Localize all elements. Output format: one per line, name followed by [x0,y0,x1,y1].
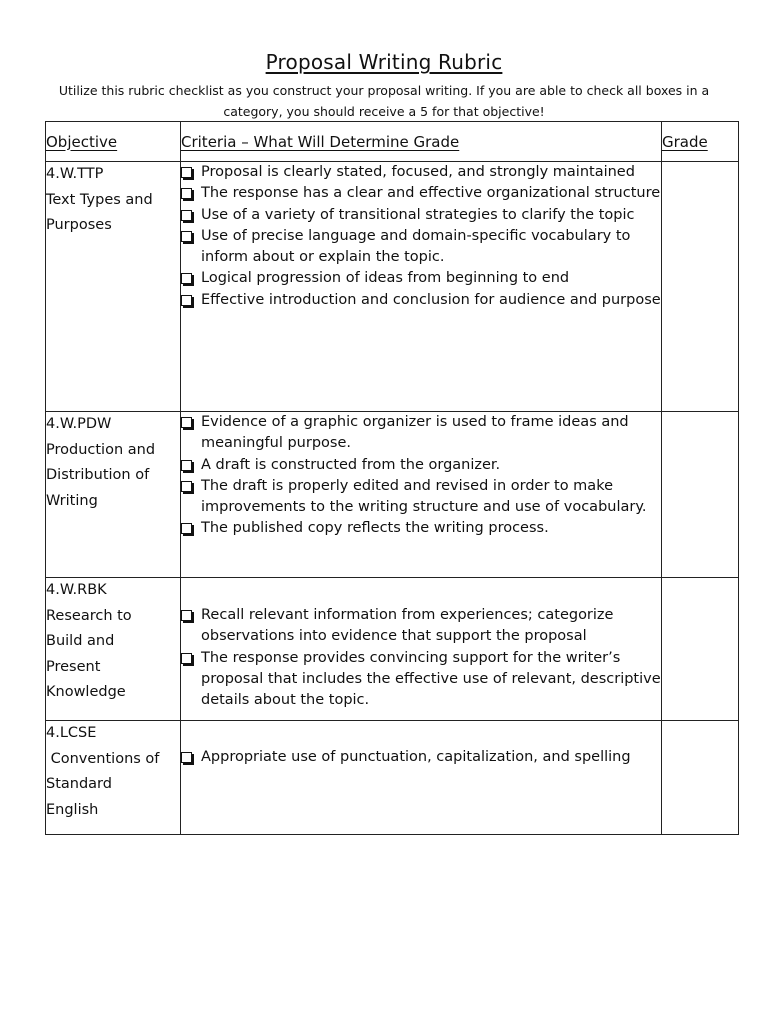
checkbox-icon[interactable] [181,210,192,221]
criteria-cell [181,162,662,412]
criteria-item[interactable] [181,205,661,226]
rubric-table [45,121,739,835]
objective-cell [46,721,181,835]
objective-label: Distribution of [46,467,150,483]
criteria-text: Use of precise language and domain-specific vocabulary to inform about or explain the topic. [201,227,631,266]
criteria-text: Appropriate use of punctuation, capitalization, and spelling [201,749,631,765]
objective-label: Writing [46,492,98,509]
header-grade: Grade [662,122,739,162]
objective-label: Present [46,658,101,675]
objective-code: 4.W.RBK [46,582,107,598]
checkbox-icon[interactable] [181,481,192,492]
criteria-text: The published copy reflects the writing process. [201,520,549,537]
grade-cell[interactable] [662,578,739,721]
criteria-item[interactable] [181,605,661,648]
checkbox-icon[interactable] [181,610,192,621]
criteria-text: Evidence of a graphic organizer is used to frame ideas and meaningful purpose. [201,414,629,452]
criteria-checklist [181,412,661,540]
checkbox-icon[interactable] [181,188,192,199]
criteria-text: The draft is properly edited and revised in order to make improvements to the writing structure and use of vocabulary. [201,477,647,516]
checkbox-icon[interactable] [181,417,192,428]
objective-label: Standard [46,776,112,792]
grade-cell[interactable] [662,721,739,835]
grade-cell[interactable] [662,412,739,578]
header-criteria: Criteria – What Will Determine Grade [181,122,662,162]
criteria-text: A draft is constructed from the organizer. [201,456,501,473]
objective-label: Knowledge [46,684,126,700]
checkbox-icon[interactable] [181,295,192,306]
criteria-text: The response provides convincing support for the writer’s proposal that includes the effective use of relevant, descriptive details about the topic. [201,649,661,709]
criteria-text: Proposal is clearly stated, focused, and strongly maintained [201,164,635,180]
page-title: Proposal Writing Rubric [265,50,503,74]
criteria-text: Effective introduction and conclusion for audience and purpose [201,291,661,308]
objective-cell [46,412,181,578]
objective-label: Build and [46,633,115,649]
objective-label: Text Types and [46,191,153,208]
criteria-cell [181,721,662,835]
criteria-text: Recall relevant information from experiences; categorize observations into evidence that support the proposal [201,607,614,645]
checkbox-icon[interactable] [181,752,192,763]
objective-cell [46,162,181,412]
objective-code: 4.LCSE [46,725,97,741]
checkbox-icon[interactable] [181,231,192,242]
checkbox-icon[interactable] [181,460,192,471]
criteria-item[interactable] [181,226,661,269]
criteria-text: The response has a clear and effective organizational structure [201,185,661,202]
criteria-cell [181,412,662,578]
criteria-text: Use of a variety of transitional strategies to clarify the topic [201,206,635,223]
grade-cell[interactable] [662,162,739,412]
objective-label: Research to [46,607,132,624]
criteria-checklist [181,747,661,768]
criteria-item[interactable] [181,518,661,539]
criteria-item[interactable] [181,747,661,768]
objective-cell [46,578,181,721]
criteria-item[interactable] [181,183,661,204]
objective-code: 4.W.PDW [46,416,112,432]
criteria-item[interactable] [181,162,661,183]
criteria-item[interactable] [181,268,661,289]
objective-code: 4.W.TTP [46,166,104,182]
criteria-checklist [181,605,661,711]
objective-label: English [46,801,99,818]
checkbox-icon[interactable] [181,653,192,664]
table-row [46,721,739,835]
checkbox-icon[interactable] [181,273,192,284]
objective-label: Purposes [46,217,112,233]
objective-label: Conventions of [46,750,160,767]
table-row [46,578,739,721]
checkbox-icon[interactable] [181,167,192,178]
criteria-item[interactable] [181,412,661,455]
objective-label: Production and [46,441,156,458]
criteria-item[interactable] [181,455,661,476]
table-row [46,412,739,578]
criteria-item[interactable] [181,648,661,712]
header-objective: Objective [46,122,181,162]
criteria-item[interactable] [181,476,661,519]
table-header-row [46,122,739,162]
table-row [46,162,739,412]
criteria-text: Logical progression of ideas from beginning to end [201,270,570,287]
criteria-cell [181,578,662,721]
checkbox-icon[interactable] [181,523,192,534]
criteria-item[interactable] [181,290,661,311]
criteria-checklist [181,162,661,311]
page-subtitle: Utilize this rubric checklist as you construct your proposal writing. If you are able to check all boxes in a category, you should receive a 5 for that objective! [58,83,710,119]
